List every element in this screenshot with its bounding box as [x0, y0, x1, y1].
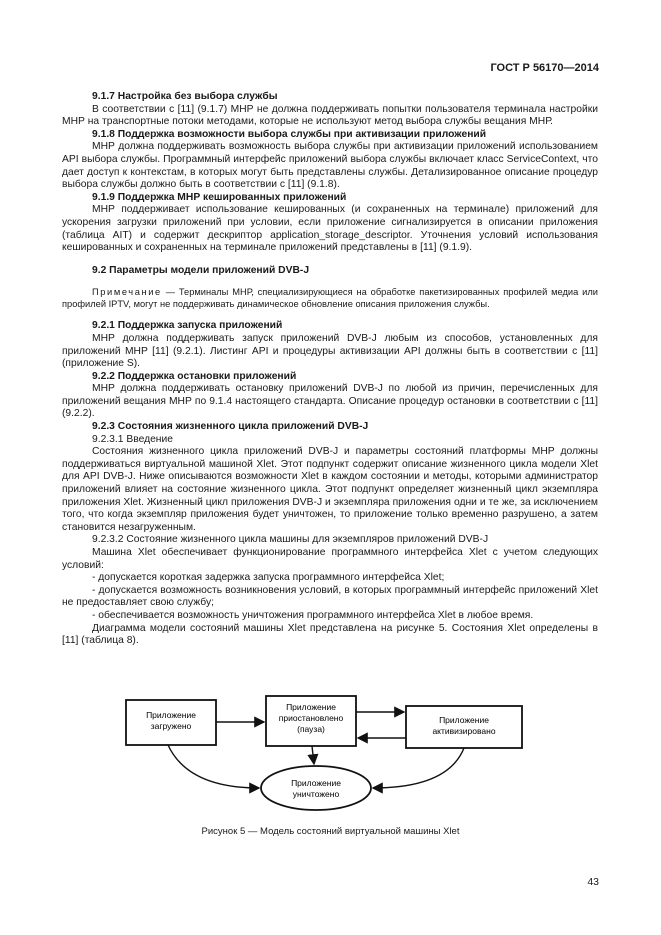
xlet-state-diagram: [118, 690, 528, 820]
svg-text:Приложениеактивизировано: [432, 715, 495, 736]
figure-caption: Рисунок 5 — Модель состояний виртуальной машины Xlet: [201, 826, 460, 837]
section-heading: 9.1.7 Настройка без выбора службы: [92, 91, 278, 102]
arrow-paused-to-destroyed: [312, 746, 314, 764]
body-paragraph: - обеспечивается возможность уничтожения программного интерфейса Xlet в любое время.: [92, 609, 534, 621]
body-paragraph: МНР должна поддерживать возможность выбора службы при активизации приложений использованием API выбора службы. Программный интерфейс приложений выбора службы включает класс ServiceContext, что дает доступ к контекстам, в которых могут быть представлены службы. Детализированное описание процедур выбора службы должно быть в соответствии с [11] (9.1.8).: [62, 141, 598, 191]
body-paragraph: Диаграмма модели состояний машины Xlet представлена на рисунке 5. Состояния Xlet определены в [11] (таблица 8).: [62, 622, 598, 647]
state-destroyed-ellipse: [261, 766, 371, 810]
section-heading: 9.2.1 Поддержка запуска приложений: [92, 320, 283, 332]
body-paragraph: МНР должна поддерживать запуск приложений DVB-J любым из способов, установленных для приложений МНР [11] (9.2.1). Листинг API и процедуры активизации API должны быть в соответствии с [11] (приложение S).: [62, 332, 598, 370]
arrow-loaded-to-destroyed: [168, 745, 259, 788]
section-heading: 9.2.2 Поддержка остановки приложений: [92, 370, 297, 382]
state-active-box: [406, 706, 522, 748]
body-paragraph: МНР поддерживает использование кешированных (и сохраненных на терминале) приложений для ускорения загрузки приложений при условии, если приложение сигнализируется в описании приложения (таблица AIT) и содержит дескриптор application_storage_descriptor. Уточнения условий использования кешированных и сохраненных на терминале приложений представлены в [11] (9.1.9).: [62, 204, 598, 254]
diagram-label: Приложение: [286, 702, 336, 712]
note-label: Примечание: [92, 287, 162, 298]
section-heading: 9.2.3 Состояния жизненного цикла приложений DVB-J: [92, 421, 369, 433]
body-paragraph: 9.2.3.1 Введение: [92, 433, 173, 445]
document-header: ГОСТ Р 56170—2014: [490, 62, 599, 74]
diagram-label: активизировано: [432, 726, 496, 736]
diagram-label: приостановлено: [278, 713, 344, 723]
body-paragraph: - допускается возможность возникновения условий, в которых программный интерфейс приложений Xlet не предоставляет свою службу;: [62, 584, 598, 609]
page-number: 43: [587, 876, 599, 888]
note-paragraph: [62, 287, 598, 310]
svg-text:Приложениезагружено: [146, 710, 196, 731]
body-paragraph: Машина Xlet обеспечивает функционирование программного интерфейса Xlet с учетом следующих условий:: [62, 547, 598, 571]
diagram-label: загружено: [150, 721, 192, 731]
note-text: — Терминалы МНР, специализирующиеся на обработке пакетизированных профилей медиа или профилей IPTV, могут не поддерживать динамическое обновление описания приложения службы.: [62, 287, 598, 309]
arrow-active-to-destroyed: [373, 748, 464, 788]
body-paragraph: - допускается короткая задержка запуска программного интерфейса Xlet;: [92, 572, 445, 584]
diagram-label: Приложение: [439, 715, 489, 725]
state-loaded-box: [126, 700, 216, 745]
section-heading: 9.1.9 Поддержка МНР кешированных приложений: [92, 191, 347, 203]
body-paragraph: В соответствии с [11] (9.1.7) МНР не должна поддерживать попытки пользователя терминала настройки МНР на транспортные потоки методами, которые не используют метод выбора службы вещания МНР.: [62, 103, 598, 128]
body-paragraph: 9.2.3.2 Состояние жизненного цикла машины для экземпляров приложений DVB-J: [92, 534, 489, 546]
svg-text:Приложениеуничтожено: [291, 778, 341, 799]
diagram-label: Приложение: [146, 710, 196, 720]
page-body: [62, 91, 598, 648]
section-heading: 9.1.8 Поддержка возможности выбора службы при активизации приложений: [92, 128, 487, 140]
state-paused-box: [266, 696, 356, 746]
body-paragraph: Состояния жизненного цикла приложений DVB-J и параметры состояний платформы МНР должны поддерживаться виртуальной машиной Xlet. Этот подпункт содержит описание жизненного цикла модели Xlet для API DVB-J. Ниже описываются возможности Xlet в каждом состоянии и методы, которыми администратор приложений влияет на состояние жизненного цикла. Этот подпункт определяет жизненный цикл экземпляра приложения Xlet. Жизненный цикл приложения DVB-J и экземпляра приложения одни и те же, за исключением того, что когда экземпляр приложения будет уничтожен, то приложение только временно разрушено, а затем становится незагруженным.: [62, 446, 598, 533]
section-heading: 9.2 Параметры модели приложений DVB-J: [92, 264, 310, 276]
body-paragraph: МНР должна поддерживать остановку приложений DVB-J по любой из причин, перечисленных для приложений вещания МНР по 9.1.4 настоящего стандарта. Описание процедур остановки в соответствии с [11] (9.2.2).: [62, 383, 598, 420]
diagram-label: Приложение: [291, 778, 341, 788]
diagram-label: (пауза): [297, 724, 325, 734]
diagram-label: уничтожено: [292, 789, 340, 799]
